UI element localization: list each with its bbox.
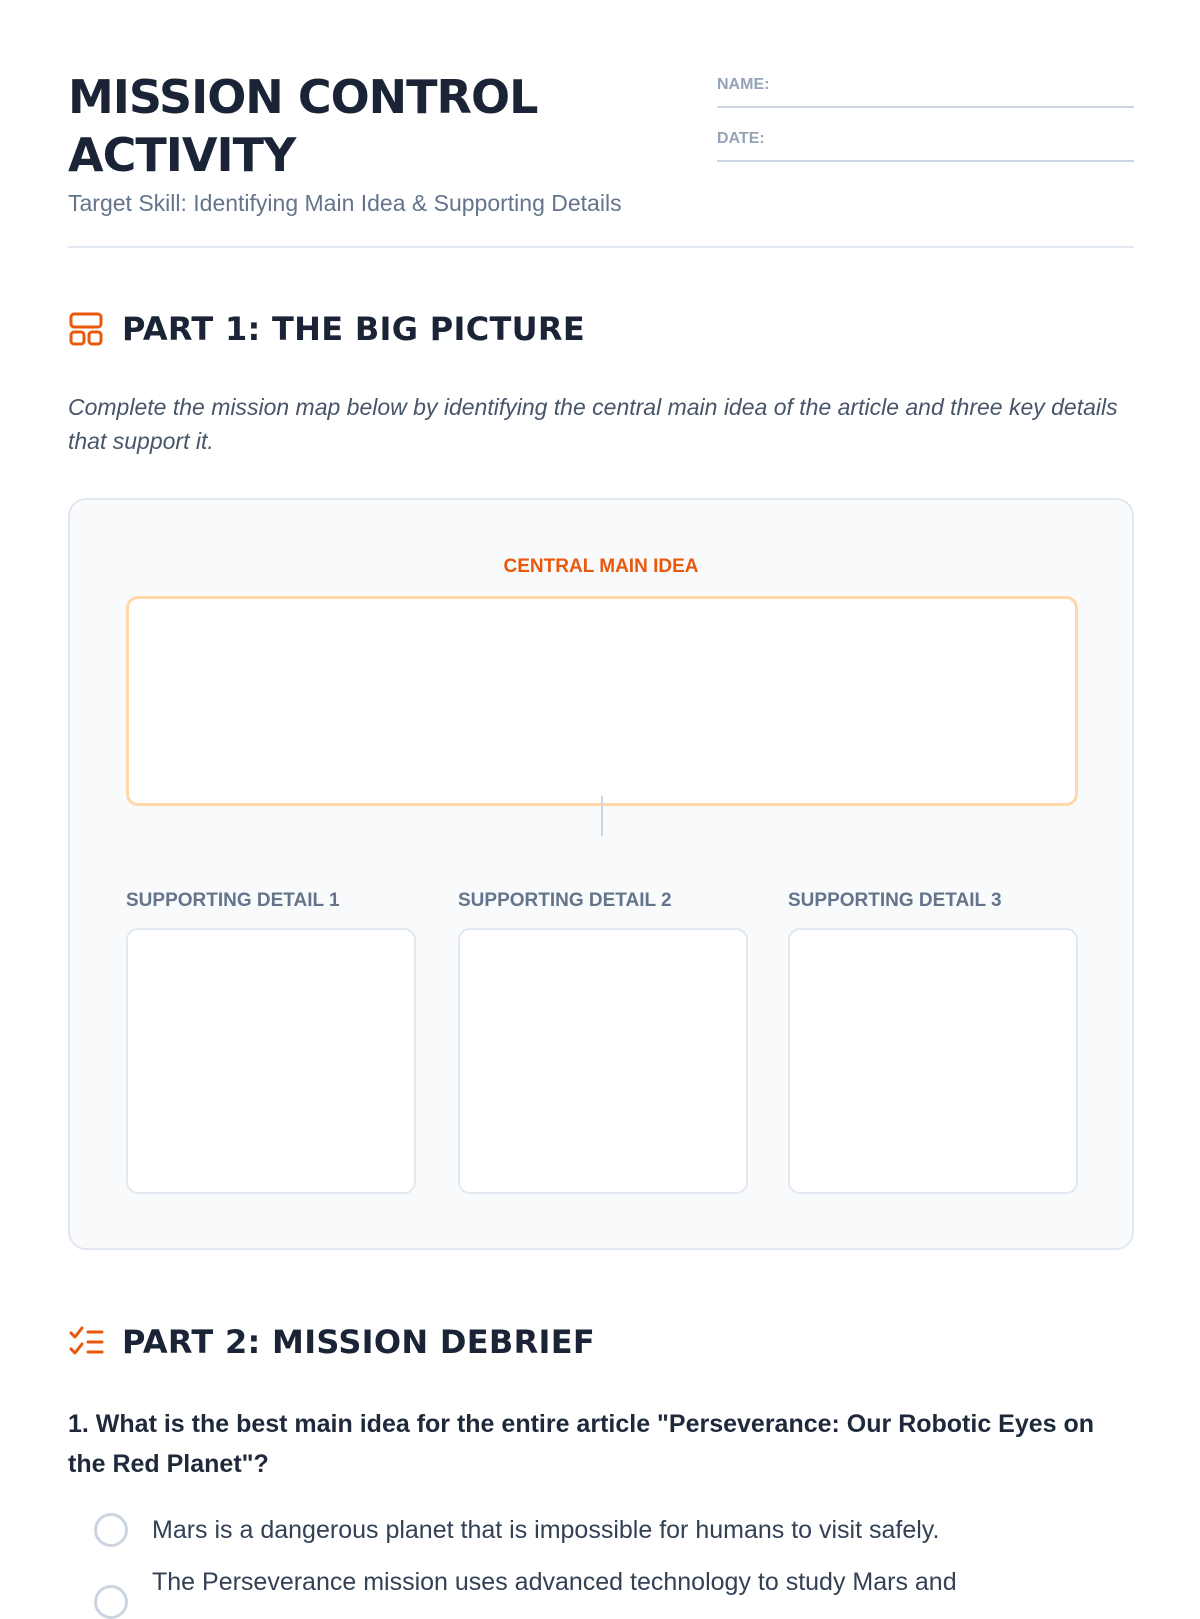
student-info [717,74,1134,182]
answer-option-2[interactable] [94,1563,1092,1619]
worksheet-page [68,0,1134,1596]
header-divider [68,246,1134,248]
map-connector-line [601,796,603,836]
mission-map [68,498,1134,1250]
part2-heading [68,1323,595,1361]
worksheet-header [68,0,1134,250]
supporting-detail-2-label: SUPPORTING DETAIL 2 [458,890,672,911]
supporting-detail-3-label: SUPPORTING DETAIL 3 [788,890,1002,911]
part1-heading [68,310,585,348]
central-main-idea-label: CENTRAL MAIN IDEA [503,556,699,577]
checklist-icon [68,1324,104,1360]
date-field[interactable] [717,128,1134,162]
supporting-detail-1-label: SUPPORTING DETAIL 1 [126,890,340,911]
central-main-idea-box[interactable] [126,596,1078,806]
radio-option-2[interactable] [94,1585,128,1619]
layout-template-icon [68,311,104,347]
part1-instructions: Complete the mission map below by identifying the central main idea of the article and three key details that support it. [68,394,1118,454]
name-field[interactable] [717,74,1134,108]
supporting-detail-1-box[interactable] [126,928,416,1194]
answer-option-2-text: The Perseverance mission uses advanced technology to study Mars and [152,1568,957,1596]
part1-title: PART 1: THE BIG PICTURE [122,310,586,348]
date-label: DATE: [717,130,765,147]
answer-option-1-text: Mars is a dangerous planet that is impossible for humans to visit safely. [152,1516,940,1544]
target-skill-subtitle: Target Skill: Identifying Main Idea & Supporting Details [68,190,622,216]
radio-option-1[interactable] [94,1513,128,1547]
answer-option-1[interactable] [94,1511,1092,1549]
page-title: MISSION CONTROL ACTIVITY [68,70,538,182]
question-1: 1. What is the best main idea for the entire article "Perseverance: Our Robotic Eyes on the Red Planet"? [68,1410,1095,1478]
part2-title: PART 2: MISSION DEBRIEF [122,1323,596,1361]
name-label: NAME: [717,76,770,93]
supporting-detail-3-box[interactable] [788,928,1078,1194]
supporting-detail-2-box[interactable] [458,928,748,1194]
